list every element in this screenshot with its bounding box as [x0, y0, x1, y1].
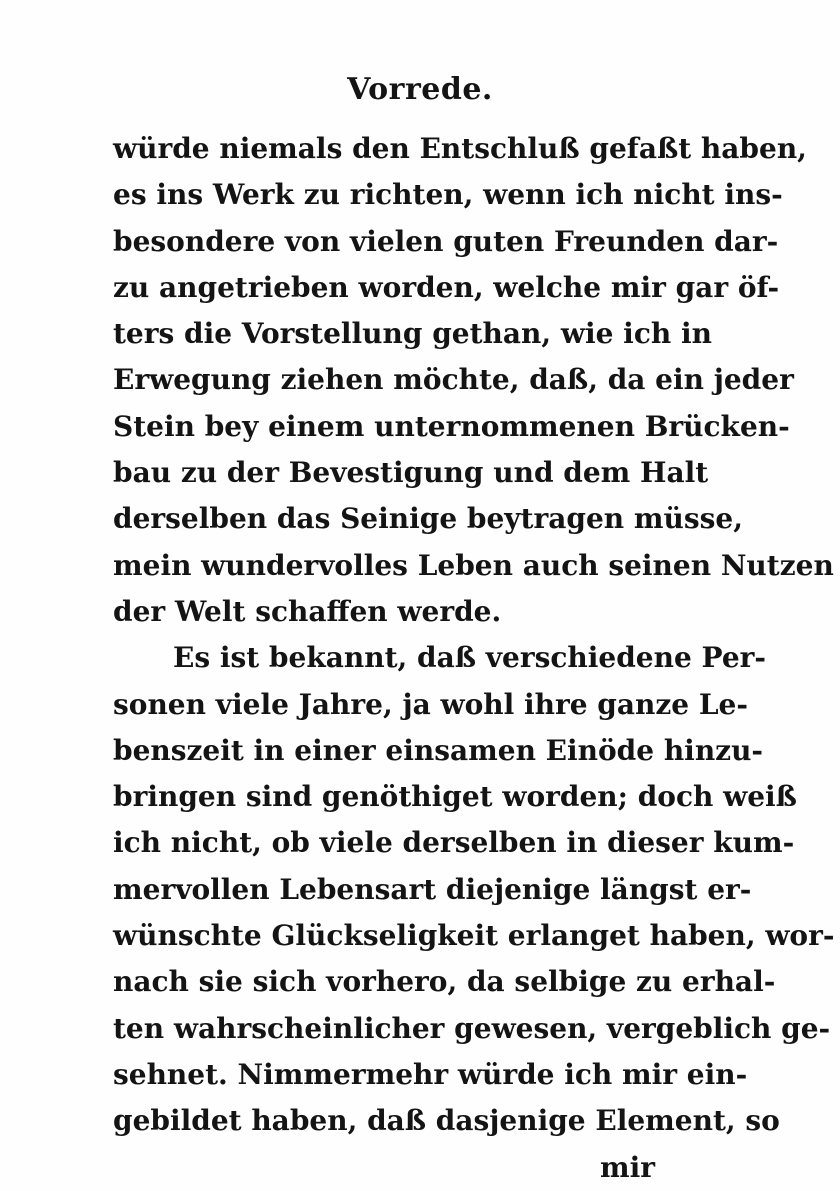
- text-line: ich nicht, ob viele derselben in dieser kum-: [113, 826, 795, 860]
- text-line: sonen viele Jahre, ja wohl ihre ganze Le-: [113, 687, 748, 721]
- text-line-paragraph-start: Es ist bekannt, daß verschiedene Per-: [173, 641, 767, 675]
- text-line: derselben das Seinige beytragen müsse,: [113, 502, 743, 536]
- text-line: zu angetrieben worden, welche mir gar öf-: [113, 270, 780, 304]
- text-line: wünschte Glückseligkeit erlanget haben, wor-: [113, 919, 835, 953]
- text-line: sehnet. Nimmermehr würde ich mir ein-: [113, 1057, 748, 1091]
- text-line: Erwegung ziehen möchte, daß, da ein jeder: [113, 363, 794, 397]
- body-text: [113, 126, 835, 1191]
- text-line: mein wundervolles Leben auch seinen Nutzen: [113, 548, 834, 582]
- text-line: es ins Werk zu richten, wenn ich nicht ins-: [113, 178, 783, 212]
- text-line: bringen sind genöthiget worden; doch weiß: [113, 780, 797, 814]
- text-line: nach sie sich vorhero, da selbige zu erhal-: [113, 965, 776, 999]
- text-line: mervollen Lebensart diejenige längst er-: [113, 872, 752, 906]
- text-line: bau zu der Bevestigung und dem Halt: [113, 456, 709, 490]
- text-line: gebildet haben, daß dasjenige Element, so: [113, 1104, 780, 1138]
- catchword: mir: [599, 1150, 655, 1184]
- text-line: benszeit in einer einsamen Einöde hinzu-: [113, 733, 764, 767]
- running-header: Vorrede.: [347, 72, 493, 107]
- text-line: Stein bey einem unternommenen Brücken-: [113, 409, 790, 443]
- text-line: ters die Vorstellung gethan, wie ich in: [113, 317, 712, 351]
- text-line: würde niemals den Entschluß gefaßt haben,: [113, 132, 807, 165]
- text-line: besondere von vielen guten Freunden dar-: [113, 224, 779, 258]
- text-line: ten wahrscheinlicher gewesen, vergeblich ge-: [113, 1011, 831, 1045]
- text-line-paragraph-end: der Welt schaffen werde.: [113, 594, 502, 628]
